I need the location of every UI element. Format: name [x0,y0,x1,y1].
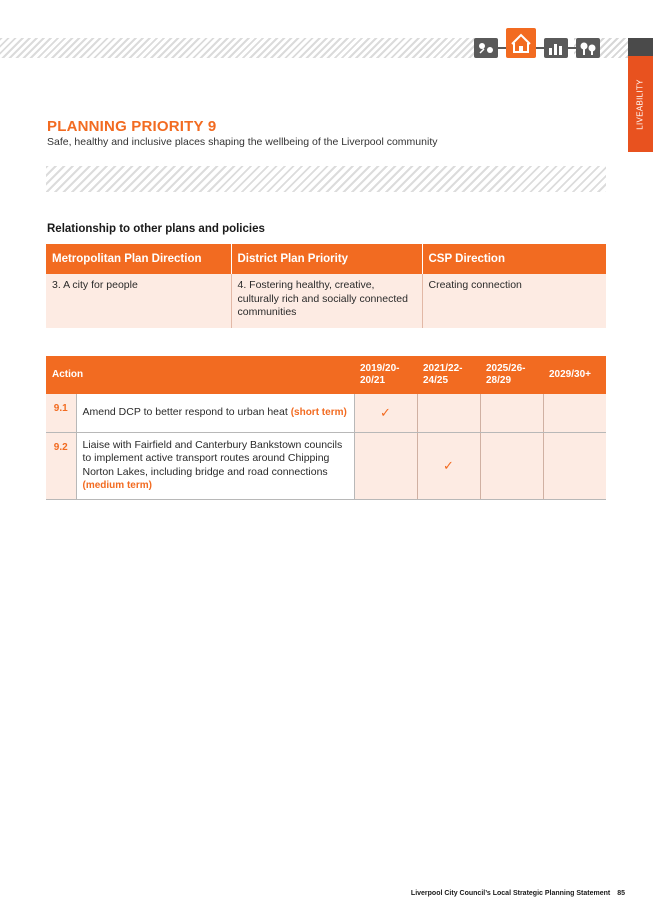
page-number: 85 [617,890,625,897]
action-term: (medium term) [82,480,152,491]
footer-document-title: Liverpool City Council’s Local Strategic Planning Statement [410,890,611,897]
district-column-header: District Plan Priority [231,244,422,274]
check-mark-icon: ✓ [354,394,417,432]
action-description [76,432,354,499]
metropolitan-direction-cell: 3. A city for people [46,274,231,328]
relationship-header-row [46,244,606,274]
trees-icon [576,38,600,58]
action-row [46,432,606,499]
theme-icon-strip [472,26,632,58]
check-mark-icon: ✓ [417,432,480,499]
period-header-2: 2021/22-24/25 [417,356,480,394]
period-header-4: 2029/30+ [543,356,606,394]
action-text: Amend DCP to better respond to urban heat [82,406,288,418]
section-side-tab-cap [628,38,653,56]
period-header-1: 2019/20-20/21 [354,356,417,394]
home-icon [506,28,536,58]
check-cell [543,394,606,432]
relationship-row [46,274,606,328]
city-icon [544,38,568,58]
check-cell [417,394,480,432]
planning-priority-title: PLANNING PRIORITY 9 [47,118,217,135]
action-text: Liaise with Fairfield and Canterbury Bankstown councils to implement active transport routes around Chipping Norton Lakes, including bridge and road connections [82,438,343,478]
period-header-3: 2025/26-28/29 [480,356,543,394]
section-side-label [628,60,653,148]
community-icon [474,38,498,58]
check-cell [480,432,543,499]
actions-header-row [46,356,606,394]
csp-column-header: CSP Direction [422,244,606,274]
section-side-label-text: LIVEABILITY [636,78,645,130]
action-number: 9.1 [46,394,76,432]
relationship-table [46,244,606,328]
action-term: (short term) [290,407,347,418]
divider-hatch-pattern [46,166,606,192]
check-cell [480,394,543,432]
relationship-heading: Relationship to other plans and policies [47,223,265,235]
check-cell [354,432,417,499]
csp-direction-cell: Creating connection [422,274,606,328]
check-cell [543,432,606,499]
action-number: 9.2 [46,432,76,499]
action-row [46,394,606,432]
planning-priority-subtitle: Safe, healthy and inclusive places shaping the wellbeing of the Liverpool community [47,136,438,148]
header-hatch-pattern [0,38,475,58]
metropolitan-column-header: Metropolitan Plan Direction [46,244,231,274]
page-footer [380,890,625,897]
actions-table [46,356,606,500]
district-priority-cell: 4. Fostering healthy, creative, culturally rich and socially connected communities [231,274,422,328]
action-description [76,394,354,432]
action-column-header: Action [46,356,354,394]
